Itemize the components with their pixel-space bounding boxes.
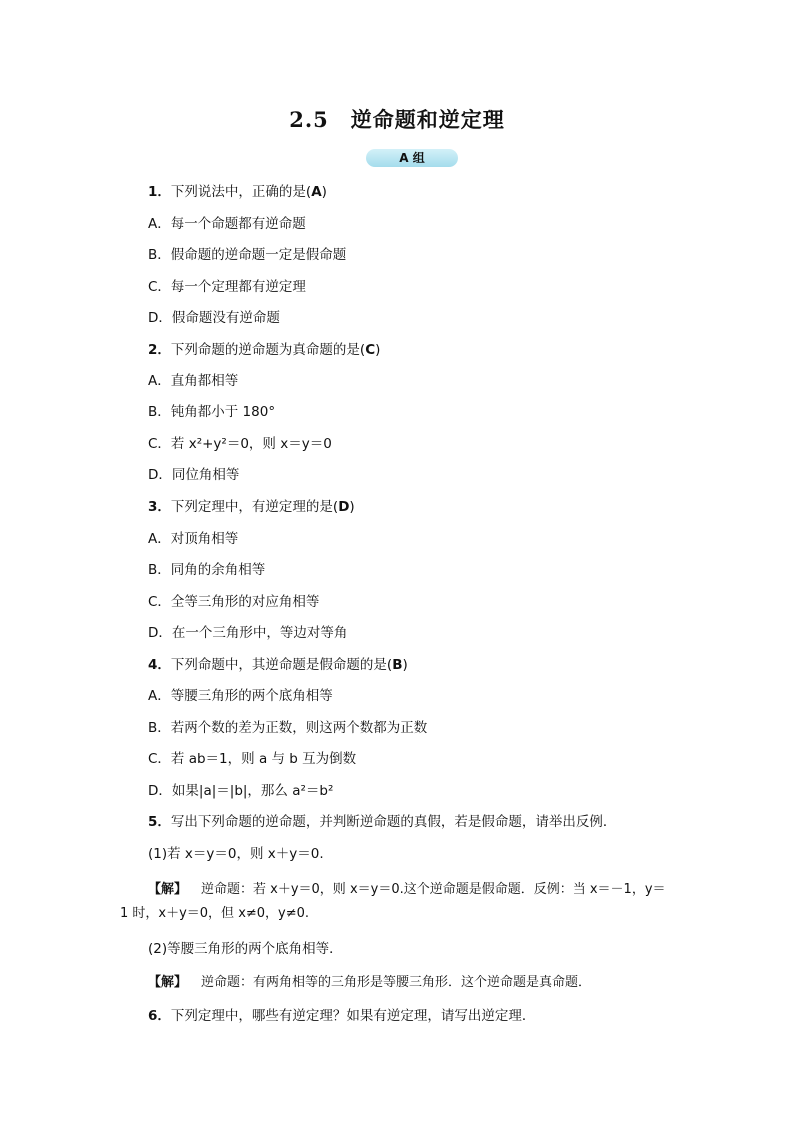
option-b: B．钝角都小于 180°	[148, 404, 276, 420]
solution-1	[148, 878, 666, 897]
answer: D	[338, 499, 350, 515]
group-badge: A 组	[366, 149, 458, 167]
question-number: 6．	[148, 1008, 171, 1024]
question-number: 3．	[148, 499, 171, 515]
question-3: 3．下列定理中，有逆定理的是(D)	[148, 499, 355, 515]
question-4: 4．下列命题中，其逆命题是假命题的是(B)	[148, 657, 408, 673]
question-text: 写出下列命题的逆命题，并判断逆命题的真假，若是假命题，请举出反例．	[170, 814, 617, 830]
option-b: B．同角的余角相等	[148, 562, 266, 578]
question-6	[148, 1004, 535, 1024]
option-c: C．若 x²+y²＝0，则 x＝y＝0	[148, 436, 332, 452]
question-text: 下列定理中，有逆定理的是	[170, 499, 333, 515]
solution-2	[148, 971, 591, 990]
option-b: B．若两个数的差为正数，则这两个数都为正数	[148, 720, 428, 736]
page-title: 2.5 逆命题和逆定理	[289, 107, 505, 132]
option-c: C．每一个定理都有逆定理	[148, 279, 306, 295]
answer: A	[311, 184, 322, 200]
question-text: 下列说法中，正确的是	[170, 184, 306, 200]
answer: B	[392, 657, 403, 673]
question-number: 1．	[148, 184, 171, 200]
question-text: 下列命题中，其逆命题是假命题的是	[170, 657, 387, 673]
answer: C	[365, 342, 376, 358]
solution-tag: 【解】	[148, 882, 188, 897]
option-a: A．等腰三角形的两个底角相等	[148, 688, 333, 704]
option-d: D．假命题没有逆命题	[148, 310, 280, 326]
option-b: B．假命题的逆命题一定是假命题	[148, 247, 347, 263]
option-c: C．全等三角形的对应角相等	[148, 594, 320, 610]
sub-question-2: (2)等腰三角形的两个底角相等．	[148, 941, 343, 957]
sub-question-1: (1)若 x＝y＝0，则 x＋y＝0.	[148, 846, 324, 862]
option-d: D．在一个三角形中，等边对等角	[148, 625, 348, 641]
solution-text: 逆命题：有两角相等的三角形是等腰三角形．这个逆命题是真命题．	[201, 975, 592, 990]
question-number: 4．	[148, 657, 171, 673]
question-text: 下列定理中，哪些有逆定理？如果有逆定理，请写出逆定理．	[170, 1008, 536, 1024]
question-2: 2．下列命题的逆命题为真命题的是(C)	[148, 342, 381, 358]
question-number: 2．	[148, 342, 171, 358]
option-a: A．对顶角相等	[148, 531, 239, 547]
option-d: D．如果|a|＝|b|，那么 a²＝b²	[148, 783, 334, 799]
option-a: A．直角都相等	[148, 373, 239, 389]
question-text: 下列命题的逆命题为真命题的是	[170, 342, 360, 358]
option-a: A．每一个命题都有逆命题	[148, 216, 306, 232]
question-1: 1．下列说法中，正确的是(A)	[148, 184, 327, 200]
question-number: 5．	[148, 814, 171, 830]
option-c: C．若 ab＝1，则 a 与 b 互为倒数	[148, 751, 357, 767]
solution-tag: 【解】	[148, 975, 188, 990]
solution-1-continued: 1 时，x＋y＝0，但 x≠0，y≠0.	[120, 906, 310, 921]
option-d: D．同位角相等	[148, 467, 240, 483]
question-5	[148, 810, 616, 830]
solution-text: 逆命题：若 x＋y＝0，则 x＝y＝0.这个逆命题是假命题．反例：当 x＝－1，y＝	[201, 882, 666, 897]
